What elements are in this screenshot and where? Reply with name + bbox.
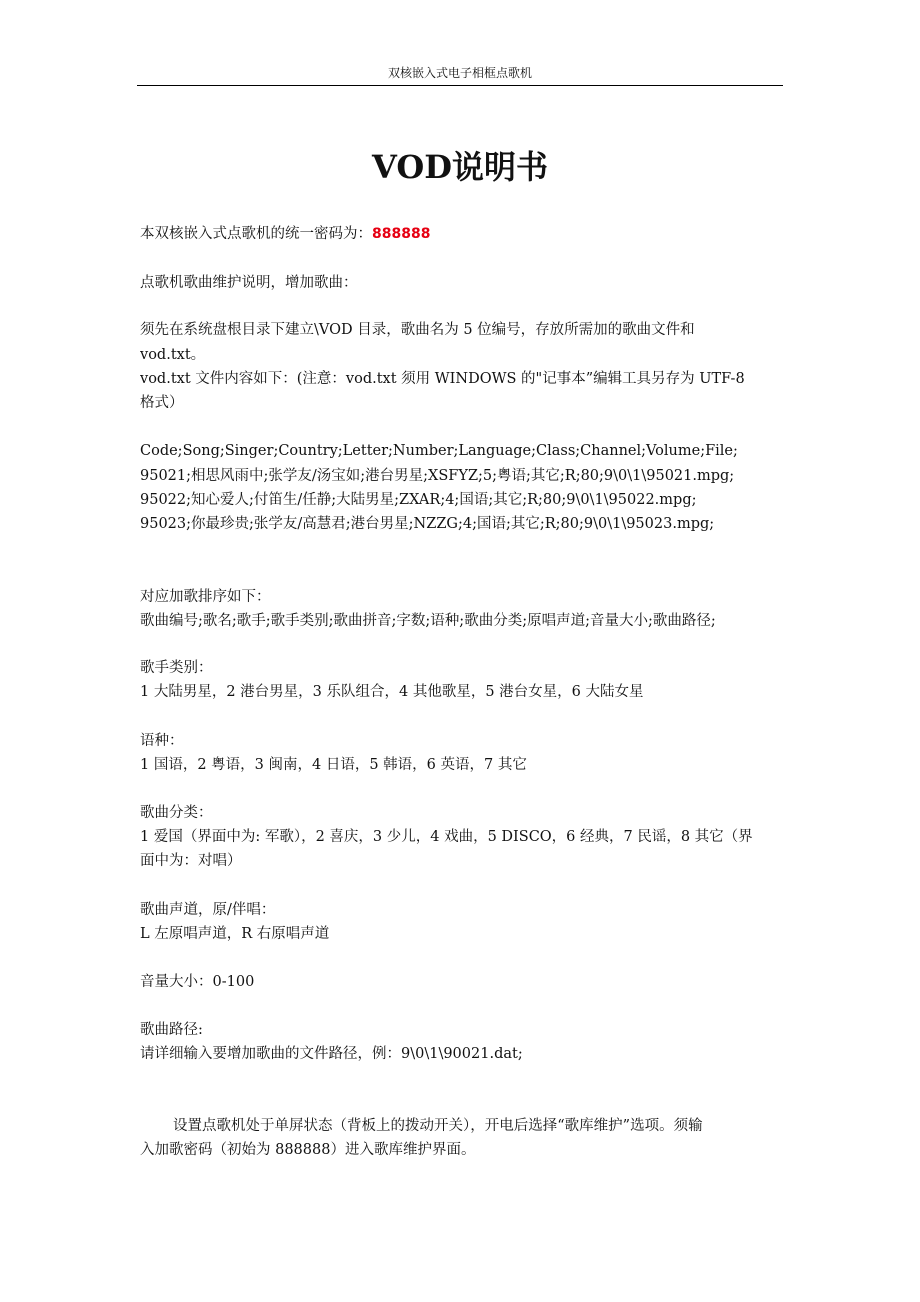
running-header: 双核嵌入式电子相框点歌机: [387, 66, 532, 80]
sample-record-line: 95021;相思风雨中;张学友/汤宝如;港台男星;XSFYZ;5;粤语;其它;R;80;9\0\1\95021.mpg;: [140, 468, 735, 484]
setup-line-1: 设置点歌机处于单屏状态（背板上的拨动开关），开电后选择“歌库维护”选项。须输: [173, 1118, 703, 1134]
path-heading: 歌曲路径:: [140, 1022, 203, 1038]
singer-category-values: 1 大陆男星，2 港台男星，3 乐队组合，4 其他歌星，5 港台女星，6 大陆女星: [140, 684, 644, 700]
password-value: 888888: [372, 226, 431, 242]
singer-category-heading: 歌手类别：: [140, 660, 213, 676]
language-heading: 语种：: [140, 733, 184, 749]
field-order-line: 歌曲编号;歌名;歌手;歌手类别;歌曲拼音;字数;语种;歌曲分类;原唱声道;音量大小;歌曲路径;: [140, 613, 716, 629]
song-class-heading: 歌曲分类：: [140, 805, 213, 821]
password-paragraph: [140, 222, 785, 246]
sample-record-line: 95023;你最珍贵;张学友/高慧君;港台男星;NZZG;4;国语;其它;R;80;9\0\1\95023.mpg;: [140, 516, 715, 532]
sample-record-line: 95022;知心爱人;付笛生/任静;大陆男星;ZXAR;4;国语;其它;R;80;9\0\1\95022.mpg;: [140, 492, 697, 508]
password-label: 本双核嵌入式点歌机的统一密码为：: [140, 226, 372, 242]
channel-heading: 歌曲声道，原/伴唱：: [140, 902, 276, 918]
setup-line-2: 入加歌密码（初始为 888888）进入歌库维护界面。: [140, 1142, 476, 1158]
field-order-heading: 对应加歌排序如下：: [140, 589, 271, 605]
path-instruction: 请详细输入要增加歌曲的文件路径，例：9\0\1\90021.dat;: [140, 1046, 523, 1062]
language-values: 1 国语，2 粤语，3 闽南，4 日语，5 韩语，6 英语，7 其它: [140, 757, 527, 773]
volume-line: 音量大小：0-100: [140, 974, 255, 990]
step-line-1: 须先在系统盘根目录下建立\VOD 目录，歌曲名为 5 位编号，存放所需加的歌曲文件和: [140, 322, 695, 338]
step-line-2: vod.txt。: [140, 347, 206, 363]
song-class-line-2: 面中为：对唱）: [140, 853, 242, 869]
channel-values: L 左原唱声道，R 右原唱声道: [140, 926, 330, 942]
maintenance-intro: 点歌机歌曲维护说明，增加歌曲：: [140, 275, 358, 291]
sample-header-line: Code;Song;Singer;Country;Letter;Number;Language;Class;Channel;Volume;File;: [140, 443, 738, 459]
header-divider: [137, 85, 783, 86]
song-class-line-1: 1 爱国（界面中为: 军歌），2 喜庆，3 少儿，4 戏曲，5 DISCO，6 经典，7 民谣，8 其它（界: [140, 829, 753, 845]
document-title: VOD说明书: [372, 148, 548, 186]
format-note-line-2: 格式）: [140, 395, 184, 411]
format-note-line-1: vod.txt 文件内容如下：(注意：vod.txt 须用 WINDOWS 的"记事本”编辑工具另存为 UTF-8: [140, 371, 745, 387]
